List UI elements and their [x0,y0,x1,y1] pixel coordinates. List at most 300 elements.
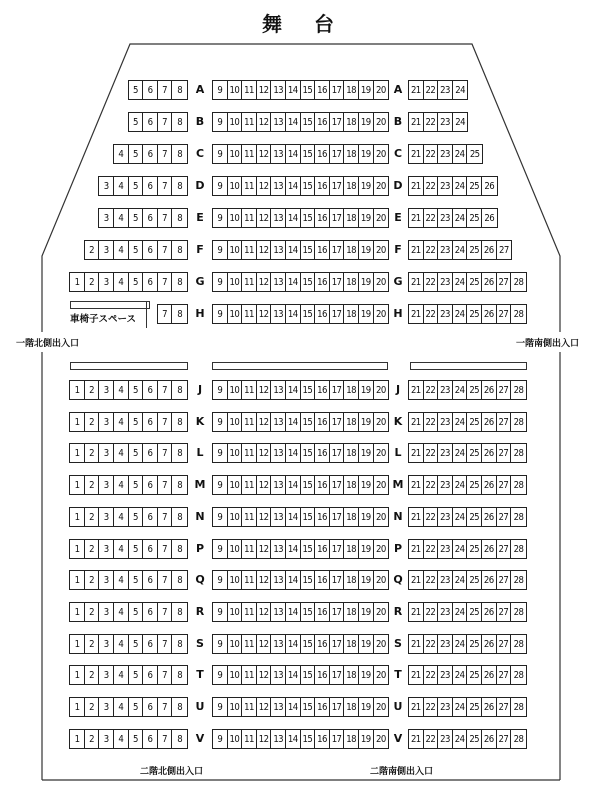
seat[interactable]: 10 [228,540,243,558]
seat[interactable]: 3 [99,444,114,462]
seat[interactable]: 17 [330,571,345,589]
seat[interactable]: 18 [344,381,359,399]
seat[interactable]: 7 [158,241,173,259]
seat[interactable]: 21 [409,113,424,131]
seat[interactable]: 20 [375,180,386,192]
seat[interactable]: 3 [99,381,114,399]
seat[interactable]: 24 [453,444,468,462]
seat[interactable]: 8 [177,180,183,192]
seat[interactable]: 2 [85,603,100,621]
seat[interactable]: 9 [213,209,228,227]
seat[interactable]: 16 [315,273,330,291]
seat[interactable]: 19 [359,666,374,684]
seat[interactable]: 24 [453,241,468,259]
seat[interactable]: 5 [129,241,144,259]
seat[interactable]: 7 [158,305,173,323]
seat[interactable]: 21 [409,476,424,494]
seat[interactable]: 26 [482,273,497,291]
seat[interactable]: 5 [129,540,144,558]
seat[interactable]: 27 [497,635,512,653]
seat[interactable]: 16 [315,476,330,494]
seat[interactable]: 10 [228,603,243,621]
seat[interactable]: 6 [143,145,158,163]
seat[interactable]: 6 [143,603,158,621]
seat[interactable]: 17 [330,540,345,558]
seat[interactable]: 18 [344,305,359,323]
seat[interactable]: 25 [467,603,482,621]
seat[interactable]: 18 [344,730,359,748]
seat[interactable]: 8 [177,116,183,128]
seat[interactable]: 10 [228,113,243,131]
seat[interactable]: 9 [213,444,228,462]
seat[interactable]: 16 [315,730,330,748]
seat[interactable]: 6 [143,413,158,431]
seat[interactable]: 2 [85,698,100,716]
seat[interactable]: 26 [482,305,497,323]
seat[interactable]: 11 [242,305,257,323]
seat[interactable]: 23 [438,177,453,195]
seat[interactable]: 8 [177,511,183,523]
seat[interactable]: 3 [99,241,114,259]
seat[interactable]: 28 [513,606,524,618]
seat[interactable]: 23 [438,413,453,431]
seat[interactable]: 12 [257,177,272,195]
seat[interactable]: 28 [513,701,524,713]
seat[interactable]: 16 [315,635,330,653]
seat[interactable]: 10 [228,413,243,431]
seat[interactable]: 7 [158,508,173,526]
seat[interactable]: 15 [301,444,316,462]
seat[interactable]: 23 [438,381,453,399]
seat[interactable]: 2 [85,241,100,259]
seat[interactable]: 27 [497,413,512,431]
seat[interactable]: 25 [467,177,482,195]
seat[interactable]: 6 [143,273,158,291]
seat[interactable]: 25 [467,508,482,526]
seat[interactable]: 17 [330,730,345,748]
seat[interactable]: 9 [213,145,228,163]
seat[interactable]: 25 [467,476,482,494]
seat[interactable]: 11 [242,273,257,291]
seat[interactable]: 18 [344,603,359,621]
seat[interactable]: 7 [158,413,173,431]
seat[interactable]: 18 [344,413,359,431]
seat[interactable]: 11 [242,730,257,748]
seat[interactable]: 10 [228,177,243,195]
seat[interactable]: 13 [271,508,286,526]
seat[interactable]: 27 [497,305,512,323]
seat[interactable]: 12 [257,476,272,494]
seat[interactable]: 10 [228,730,243,748]
seat[interactable]: 9 [213,603,228,621]
seat[interactable]: 16 [315,571,330,589]
seat[interactable]: 20 [375,638,386,650]
seat[interactable]: 20 [375,479,386,491]
seat[interactable]: 17 [330,113,345,131]
seat[interactable]: 1 [70,698,85,716]
seat[interactable]: 6 [143,635,158,653]
seat[interactable]: 11 [242,603,257,621]
seat[interactable]: 7 [158,81,173,99]
seat[interactable]: 13 [271,241,286,259]
seat[interactable]: 19 [359,730,374,748]
seat[interactable]: 9 [213,476,228,494]
seat[interactable]: 11 [242,113,257,131]
seat[interactable]: 14 [286,177,301,195]
seat[interactable]: 17 [330,476,345,494]
seat[interactable]: 13 [271,635,286,653]
seat[interactable]: 17 [330,241,345,259]
seat[interactable]: 14 [286,571,301,589]
seat[interactable]: 21 [409,666,424,684]
seat[interactable]: 25 [467,209,482,227]
seat[interactable]: 8 [177,276,183,288]
seat[interactable]: 14 [286,241,301,259]
seat[interactable]: 20 [375,276,386,288]
seat[interactable]: 23 [438,603,453,621]
seat[interactable]: 7 [158,209,173,227]
seat[interactable]: 2 [85,381,100,399]
seat[interactable]: 24 [453,305,468,323]
seat[interactable]: 3 [99,635,114,653]
seat[interactable]: 13 [271,81,286,99]
seat[interactable]: 2 [85,508,100,526]
seat[interactable]: 24 [453,413,468,431]
seat[interactable]: 7 [158,145,173,163]
seat[interactable]: 8 [177,701,183,713]
seat[interactable]: 12 [257,81,272,99]
seat[interactable]: 4 [114,571,129,589]
seat[interactable]: 6 [143,177,158,195]
seat[interactable]: 20 [375,384,386,396]
seat[interactable]: 4 [114,730,129,748]
seat[interactable]: 28 [513,574,524,586]
seat[interactable]: 23 [438,508,453,526]
seat[interactable]: 8 [177,606,183,618]
seat[interactable]: 18 [344,177,359,195]
seat[interactable]: 4 [114,635,129,653]
seat[interactable]: 12 [257,603,272,621]
seat[interactable]: 3 [99,603,114,621]
seat[interactable]: 20 [375,669,386,681]
seat[interactable]: 18 [344,241,359,259]
seat[interactable]: 13 [271,305,286,323]
seat[interactable]: 27 [497,444,512,462]
seat[interactable]: 26 [482,381,497,399]
seat[interactable]: 11 [242,635,257,653]
seat[interactable]: 16 [315,305,330,323]
seat[interactable]: 13 [271,145,286,163]
seat[interactable]: 13 [271,113,286,131]
seat[interactable]: 16 [315,540,330,558]
seat[interactable]: 5 [129,209,144,227]
seat[interactable]: 9 [213,273,228,291]
seat[interactable]: 13 [271,698,286,716]
seat[interactable]: 16 [315,444,330,462]
seat[interactable]: 13 [271,381,286,399]
seat[interactable]: 20 [375,212,386,224]
seat[interactable]: 15 [301,476,316,494]
seat[interactable]: 26 [482,476,497,494]
seat[interactable]: 14 [286,476,301,494]
seat[interactable]: 27 [497,603,512,621]
seat[interactable]: 10 [228,273,243,291]
seat[interactable]: 5 [129,635,144,653]
seat[interactable]: 13 [271,273,286,291]
seat[interactable]: 7 [158,635,173,653]
seat[interactable]: 3 [99,571,114,589]
seat[interactable]: 8 [177,638,183,650]
seat[interactable]: 12 [257,241,272,259]
seat[interactable]: 18 [344,273,359,291]
seat[interactable]: 4 [114,209,129,227]
seat[interactable]: 23 [438,209,453,227]
seat[interactable]: 20 [375,574,386,586]
seat[interactable]: 23 [438,698,453,716]
seat[interactable]: 21 [409,177,424,195]
seat[interactable]: 24 [453,145,468,163]
seat[interactable]: 22 [424,177,439,195]
seat[interactable]: 10 [228,305,243,323]
seat[interactable]: 4 [114,273,129,291]
seat[interactable]: 18 [344,145,359,163]
seat[interactable]: 9 [213,635,228,653]
seat[interactable]: 9 [213,81,228,99]
seat[interactable]: 19 [359,698,374,716]
seat[interactable]: 22 [424,730,439,748]
seat[interactable]: 10 [228,666,243,684]
seat[interactable]: 17 [330,444,345,462]
seat[interactable]: 21 [409,444,424,462]
seat[interactable]: 27 [497,508,512,526]
seat[interactable]: 27 [497,540,512,558]
seat[interactable]: 3 [99,177,114,195]
seat[interactable]: 26 [484,180,495,192]
seat[interactable]: 19 [359,381,374,399]
seat[interactable]: 1 [70,571,85,589]
seat[interactable]: 7 [158,273,173,291]
seat[interactable]: 16 [315,177,330,195]
seat[interactable]: 13 [271,209,286,227]
seat[interactable]: 17 [330,81,345,99]
seat[interactable]: 10 [228,476,243,494]
seat[interactable]: 23 [438,273,453,291]
seat[interactable]: 10 [228,209,243,227]
seat[interactable]: 5 [129,444,144,462]
seat[interactable]: 24 [453,209,468,227]
seat[interactable]: 12 [257,113,272,131]
seat[interactable]: 12 [257,698,272,716]
seat[interactable]: 18 [344,476,359,494]
seat[interactable]: 23 [438,476,453,494]
seat[interactable]: 6 [143,381,158,399]
seat[interactable]: 21 [409,209,424,227]
seat[interactable]: 16 [315,209,330,227]
seat[interactable]: 23 [438,241,453,259]
seat[interactable]: 4 [114,381,129,399]
seat[interactable]: 26 [482,635,497,653]
seat[interactable]: 11 [242,476,257,494]
seat[interactable]: 17 [330,381,345,399]
seat[interactable]: 22 [424,305,439,323]
seat[interactable]: 26 [482,571,497,589]
seat[interactable]: 17 [330,209,345,227]
seat[interactable]: 4 [114,241,129,259]
seat[interactable]: 19 [359,603,374,621]
seat[interactable]: 4 [114,476,129,494]
seat[interactable]: 28 [513,308,524,320]
seat[interactable]: 5 [129,476,144,494]
seat[interactable]: 27 [499,244,509,256]
seat[interactable]: 6 [143,698,158,716]
seat[interactable]: 13 [271,730,286,748]
seat[interactable]: 5 [129,698,144,716]
seat[interactable]: 9 [213,666,228,684]
seat[interactable]: 17 [330,305,345,323]
seat[interactable]: 8 [177,479,183,491]
seat[interactable]: 22 [424,540,439,558]
seat[interactable]: 27 [497,666,512,684]
seat[interactable]: 24 [453,603,468,621]
seat[interactable]: 26 [482,413,497,431]
seat[interactable]: 11 [242,209,257,227]
seat[interactable]: 16 [315,145,330,163]
seat[interactable]: 19 [359,540,374,558]
seat[interactable]: 26 [482,698,497,716]
seat[interactable]: 20 [375,701,386,713]
seat[interactable]: 24 [455,84,465,96]
seat[interactable]: 15 [301,81,316,99]
seat[interactable]: 22 [424,381,439,399]
seat[interactable]: 14 [286,508,301,526]
seat[interactable]: 20 [375,308,386,320]
seat[interactable]: 7 [158,698,173,716]
seat[interactable]: 14 [286,305,301,323]
seat[interactable]: 11 [242,571,257,589]
seat[interactable]: 9 [213,241,228,259]
seat[interactable]: 15 [301,508,316,526]
seat[interactable]: 12 [257,730,272,748]
seat[interactable]: 22 [424,635,439,653]
seat[interactable]: 10 [228,241,243,259]
seat[interactable]: 21 [409,730,424,748]
seat[interactable]: 17 [330,635,345,653]
seat[interactable]: 3 [99,273,114,291]
seat[interactable]: 7 [158,381,173,399]
seat[interactable]: 12 [257,635,272,653]
seat[interactable]: 9 [213,540,228,558]
seat[interactable]: 10 [228,145,243,163]
seat[interactable]: 9 [213,113,228,131]
seat[interactable]: 15 [301,113,316,131]
seat[interactable]: 8 [177,447,183,459]
seat[interactable]: 4 [114,177,129,195]
seat[interactable]: 9 [213,698,228,716]
seat[interactable]: 21 [409,413,424,431]
seat[interactable]: 20 [375,148,386,160]
seat[interactable]: 17 [330,698,345,716]
seat[interactable]: 4 [114,603,129,621]
seat[interactable]: 14 [286,145,301,163]
seat[interactable]: 10 [228,81,243,99]
seat[interactable]: 12 [257,413,272,431]
seat[interactable]: 5 [129,145,144,163]
seat[interactable]: 7 [158,540,173,558]
seat[interactable]: 20 [375,733,386,745]
seat[interactable]: 19 [359,635,374,653]
seat[interactable]: 20 [375,606,386,618]
seat[interactable]: 9 [213,381,228,399]
seat[interactable]: 11 [242,698,257,716]
seat[interactable]: 16 [315,413,330,431]
seat[interactable]: 10 [228,381,243,399]
seat[interactable]: 15 [301,571,316,589]
seat[interactable]: 5 [129,381,144,399]
seat[interactable]: 23 [438,571,453,589]
seat[interactable]: 12 [257,571,272,589]
seat[interactable]: 19 [359,177,374,195]
seat[interactable]: 22 [424,603,439,621]
seat[interactable]: 15 [301,305,316,323]
seat[interactable]: 19 [359,444,374,462]
seat[interactable]: 8 [177,543,183,555]
seat[interactable]: 18 [344,698,359,716]
seat[interactable]: 6 [143,571,158,589]
seat[interactable]: 16 [315,81,330,99]
seat[interactable]: 2 [85,476,100,494]
seat[interactable]: 11 [242,508,257,526]
seat[interactable]: 17 [330,177,345,195]
seat[interactable]: 14 [286,540,301,558]
seat[interactable]: 1 [70,666,85,684]
seat[interactable]: 28 [513,638,524,650]
seat[interactable]: 12 [257,444,272,462]
seat[interactable]: 17 [330,508,345,526]
seat[interactable]: 28 [513,479,524,491]
seat[interactable]: 1 [70,540,85,558]
seat[interactable]: 11 [242,81,257,99]
seat[interactable]: 13 [271,603,286,621]
seat[interactable]: 5 [129,603,144,621]
seat[interactable]: 13 [271,571,286,589]
seat[interactable]: 26 [484,212,495,224]
seat[interactable]: 16 [315,666,330,684]
seat[interactable]: 5 [129,508,144,526]
seat[interactable]: 24 [453,508,468,526]
seat[interactable]: 11 [242,145,257,163]
seat[interactable]: 18 [344,444,359,462]
seat[interactable]: 20 [375,416,386,428]
seat[interactable]: 24 [453,476,468,494]
seat[interactable]: 10 [228,698,243,716]
seat[interactable]: 23 [438,540,453,558]
seat[interactable]: 16 [315,508,330,526]
seat[interactable]: 25 [467,273,482,291]
seat[interactable]: 3 [99,508,114,526]
seat[interactable]: 27 [497,571,512,589]
seat[interactable]: 3 [99,698,114,716]
seat[interactable]: 18 [344,508,359,526]
seat[interactable]: 9 [213,177,228,195]
seat[interactable]: 11 [242,666,257,684]
seat[interactable]: 25 [467,241,482,259]
seat[interactable]: 13 [271,476,286,494]
seat[interactable]: 12 [257,666,272,684]
seat[interactable]: 14 [286,730,301,748]
seat[interactable]: 15 [301,635,316,653]
seat[interactable]: 7 [158,571,173,589]
seat[interactable]: 27 [497,730,512,748]
